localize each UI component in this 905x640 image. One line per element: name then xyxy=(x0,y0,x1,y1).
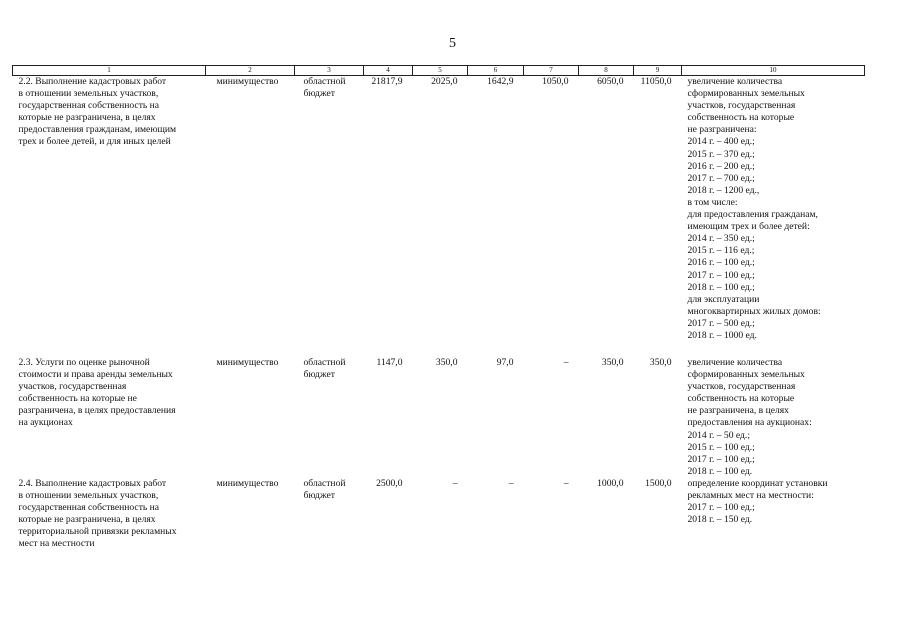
value-col-8: 350,0 xyxy=(601,357,624,368)
column-header-9: 9 xyxy=(634,66,682,76)
column-header-6: 6 xyxy=(468,66,524,76)
value-total: 21817,9 xyxy=(371,76,403,87)
expected-result: определение координат установки рекламных мест на местности: 2017 г. – 100 ед.; 2018 г. – 150 ед. xyxy=(687,477,828,526)
value-col-6: – xyxy=(508,477,514,489)
executor: минимущество xyxy=(216,76,279,87)
column-header-2: 2 xyxy=(206,66,295,76)
table-row xyxy=(13,76,865,358)
activity-name: 2.2. Выполнение кадастровых работ в отношении земельных участков, государственная собственность на которые не разграничена, в целях предоставления гражданам, имеющим трех и более детей, и для иных целей xyxy=(18,76,177,148)
value-col-5: 2025,0 xyxy=(431,76,458,87)
column-header-7: 7 xyxy=(524,66,579,76)
value-col-8: 1000,0 xyxy=(597,477,624,489)
program-table xyxy=(12,65,865,558)
value-col-6: 97,0 xyxy=(496,357,514,368)
value-col-9: 1500,0 xyxy=(645,477,672,489)
value-col-7: 1050,0 xyxy=(542,76,569,87)
executor: минимущество xyxy=(216,357,279,368)
value-col-7: – xyxy=(563,357,569,368)
value-total: 1147,0 xyxy=(376,357,403,368)
column-header-10: 10 xyxy=(682,66,865,76)
value-col-9: 11050,0 xyxy=(640,76,672,87)
funding-source: областной бюджет xyxy=(303,477,346,502)
column-header-4: 4 xyxy=(364,66,413,76)
value-col-7: – xyxy=(563,477,569,489)
executor: минимущество xyxy=(216,477,279,489)
expected-result: увеличение количества сформированных земельных участков, государственная собственность на которые не разграничена: 2014 г. – 400 ед.; 2015 г. – 370 ед.; 2016 г. – 200 ед.; 2017 г. – 700 ед.; 2018 г. – 1200 ед., в том числе: для предоставления гражданам, имеющим трех и более детей: 2014 г. – 350 ед.; 2015 г. – 116 ед.; 2016 г. – 100 ед.; 2017 г. – 100 ед.; 2018 г. – 100 ед.; для эксплуатации многоквартирных жилых домов: 2017 г. – 500 ед.; 2018 г. – 1000 ед. xyxy=(687,76,821,341)
page-number: 5 xyxy=(449,36,456,51)
value-col-9: 350,0 xyxy=(649,357,672,368)
value-col-5: – xyxy=(452,477,458,489)
value-col-8: 6050,0 xyxy=(597,76,624,87)
column-header-5: 5 xyxy=(413,66,468,76)
column-header-8: 8 xyxy=(579,66,634,76)
column-header-1: 1 xyxy=(13,66,206,76)
funding-source: областной бюджет xyxy=(303,76,346,100)
value-col-6: 1642,9 xyxy=(487,76,514,87)
expected-result: увеличение количества сформированных земельных участков, государственная собственность на которые не разграничена, в целях предоставления на аукционах: 2014 г. – 50 ед.; 2015 г. – 100 ед.; 2017 г. – 100 ед.; 2018 г. – 100 ед. xyxy=(687,357,812,477)
column-header-3: 3 xyxy=(295,66,364,76)
value-total: 2500,0 xyxy=(376,477,403,489)
table-row xyxy=(13,478,865,558)
column-number-row xyxy=(13,66,865,76)
activity-name: 2.4. Выполнение кадастровых работ в отношении земельных участков, государственная собственность на которые не разграничена, в целях территориальной привязки рекламных мест на местности xyxy=(18,477,177,550)
value-col-5: 350,0 xyxy=(435,357,458,368)
funding-source: областной бюджет xyxy=(303,357,346,381)
activity-name: 2.3. Услуги по оценке рыночной стоимости и права аренды земельных участков, государственная собственность на которые не разграничена, в целях предоставления на аукционах xyxy=(18,357,176,429)
table-row xyxy=(13,357,865,478)
